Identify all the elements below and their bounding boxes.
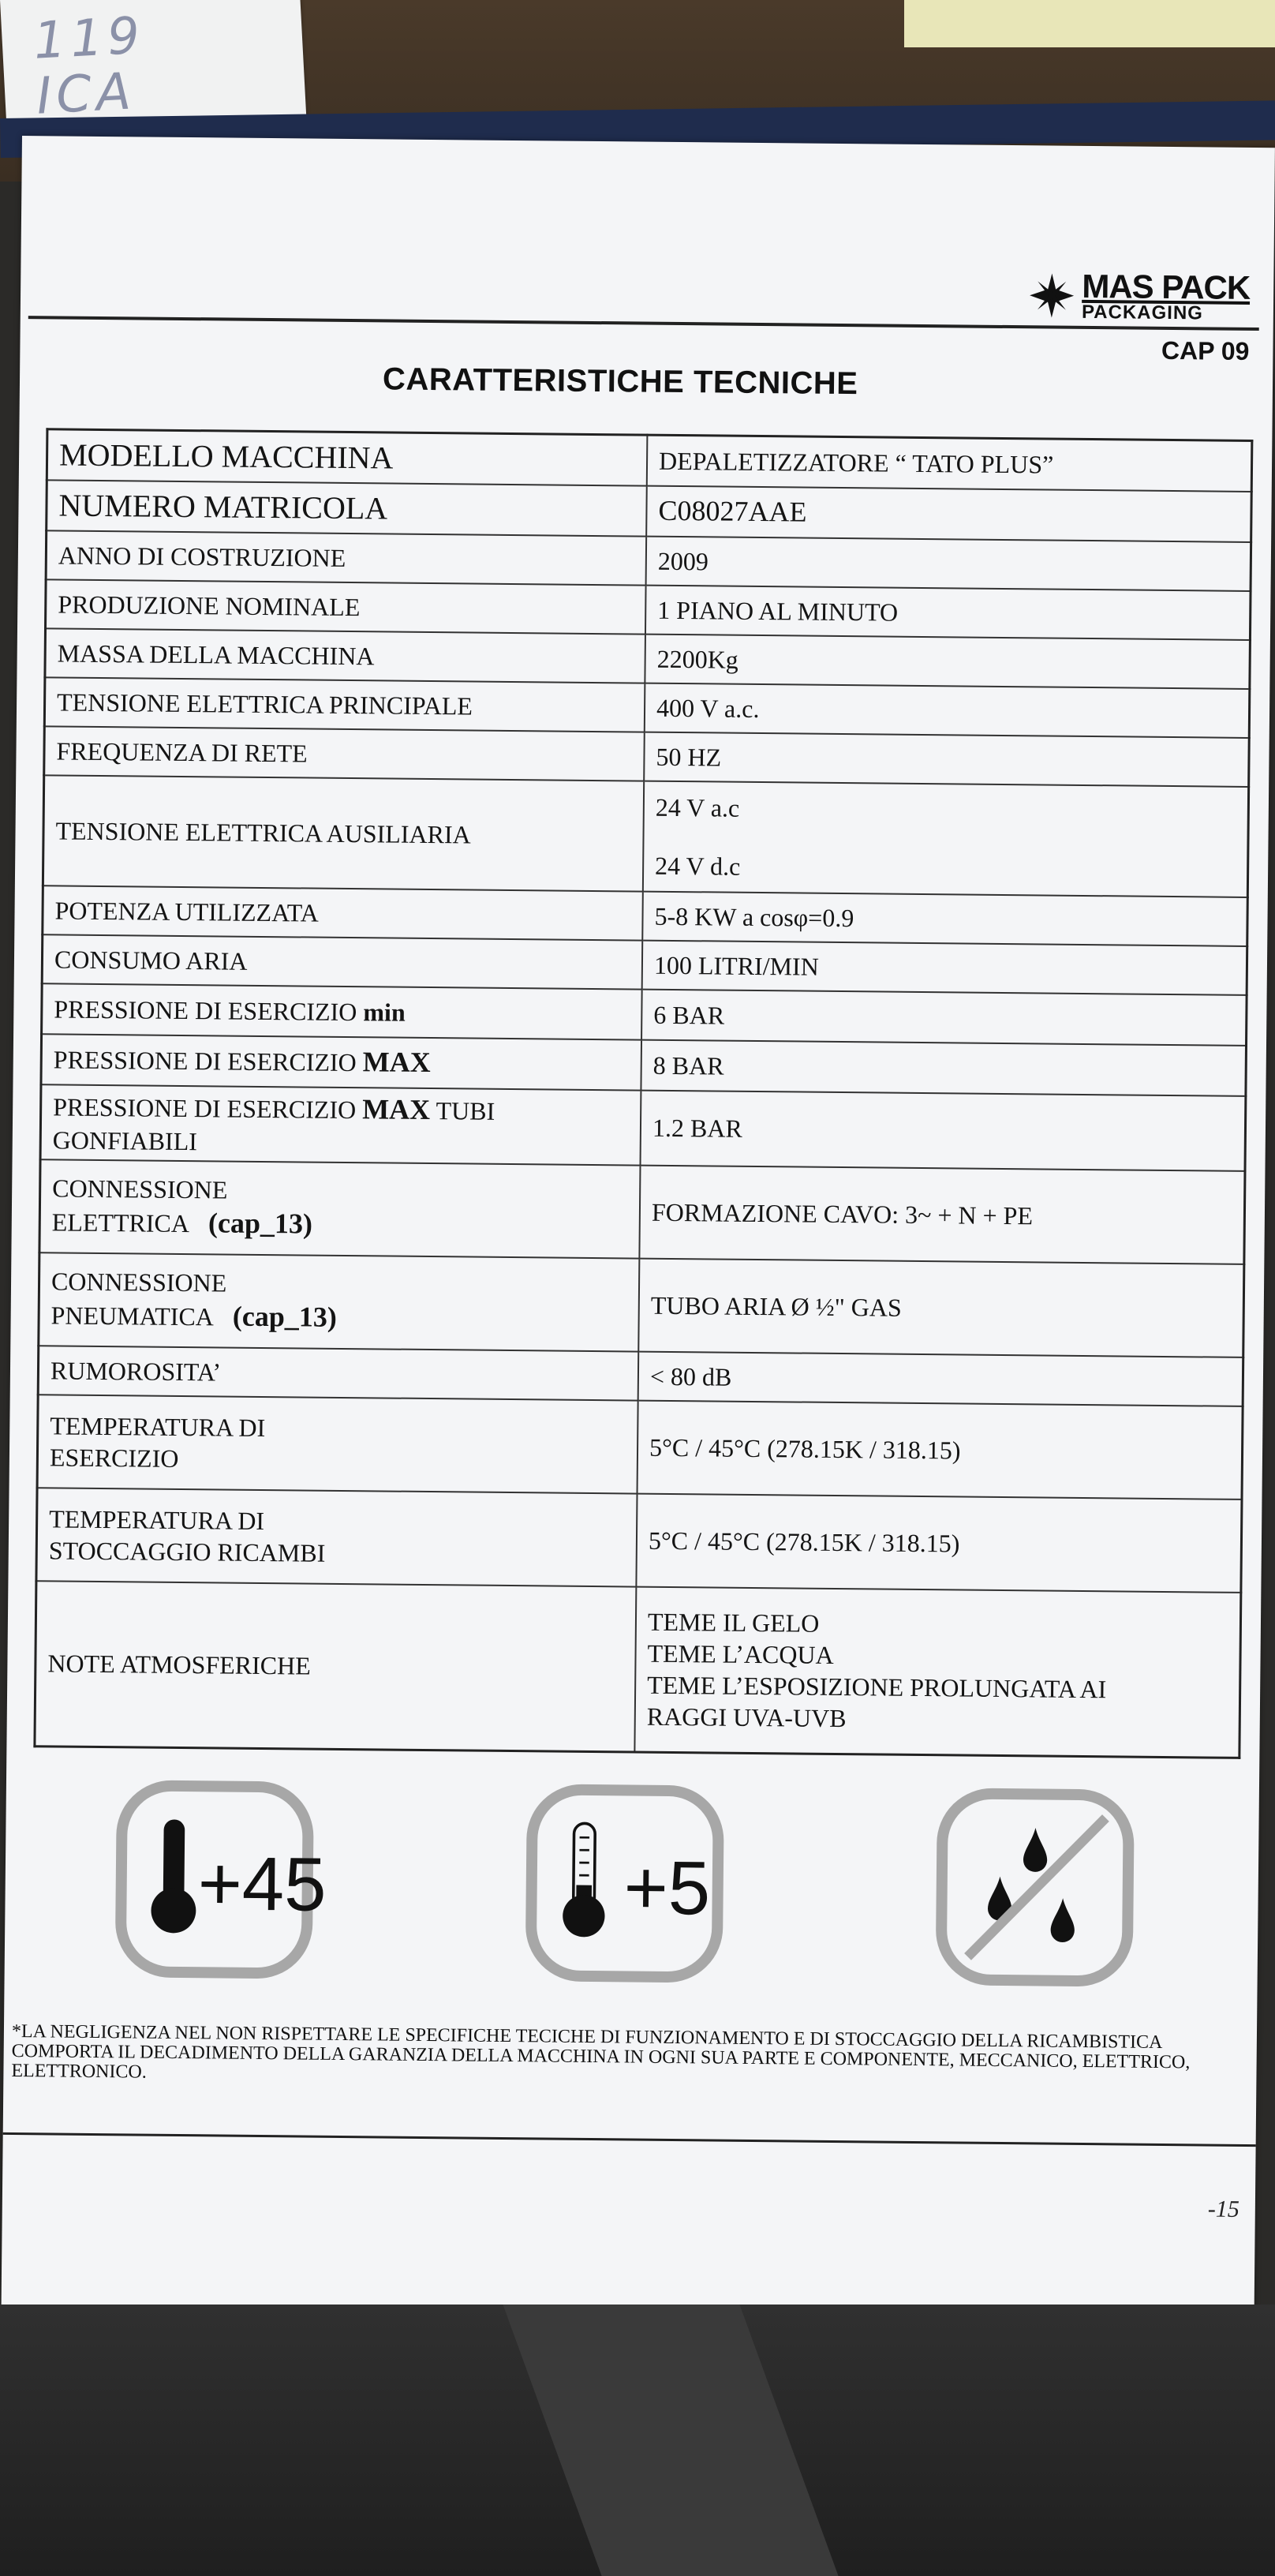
logo-main-text: MAS PACK (1082, 267, 1251, 306)
table-row (39, 1159, 1245, 1264)
spec-label: PRESSIONE DI ESERCIZIO min (42, 983, 642, 1039)
spec-value: 100 LITRI/MIN (642, 940, 1247, 994)
spec-label: RUMOROSITA’ (38, 1346, 638, 1400)
spec-label: ANNO DI COSTRUZIONE (46, 530, 646, 585)
spec-label: PRODUZIONE NOMINALE (46, 579, 646, 634)
page-title: CARATTERISTICHE TECNICHE (382, 361, 858, 402)
spec-label: TENSIONE ELETTRICA AUSILIARIA (43, 775, 644, 891)
spec-label: POTENZA UTILIZZATA (43, 886, 643, 940)
spec-label: FREQUENZA DI RETE (44, 726, 645, 781)
spec-label: MODELLO MACCHINA (47, 429, 647, 485)
logo-star-icon (1028, 271, 1076, 320)
spec-value: FORMAZIONE CAVO: 3~ + N + PE (639, 1165, 1245, 1264)
spec-value: 6 BAR (641, 989, 1247, 1045)
spec-label: CONSUMO ARIA (42, 934, 642, 989)
spec-label: CONNESSIONE ELETTRICA (cap_13) (39, 1159, 641, 1258)
table-row (35, 1581, 1241, 1758)
table-row (43, 775, 1248, 897)
spec-value: 1.2 BAR (641, 1090, 1246, 1170)
table-row (39, 1252, 1244, 1357)
yellow-paper-corner (904, 0, 1275, 47)
page-number: -15 (1207, 2196, 1240, 2222)
manual-page (2, 136, 1275, 2318)
no-water-icon (936, 1788, 1135, 1986)
footer-rule (3, 2132, 1256, 2147)
warranty-footnote: *LA NEGLIGENZA NEL NON RISPETTARE LE SPECIFICHE TECICHE DI FUNZIONAMENTO E DI STOCCAGGIO DELLA RICAMBISTICA COMPORTA IL DECADIMENTO DELLA GARANZIA DELLA MACCHINA IN OGNI SUA PARTE E COMPONENTE, MECCANICO, ELETTRICO, ELETTRONICO. (11, 2020, 1191, 2084)
thermometer-low-icon (525, 1784, 724, 1983)
spec-label: TENSIONE ELETTRICA PRINCIPALE (44, 677, 645, 732)
spec-value: C08027AAE (646, 485, 1251, 541)
table-row (40, 1084, 1246, 1171)
table-row (36, 1488, 1242, 1593)
chapter-label: CAP 09 (1161, 335, 1250, 365)
spec-label: MASSA DELLA MACCHINA (45, 628, 645, 683)
spec-label: NOTE ATMOSFERICHE (35, 1581, 636, 1752)
spec-label: NUMERO MATRICOLA (47, 480, 647, 536)
spec-value: < 80 dB (638, 1351, 1243, 1406)
max-temp-value: +45 (197, 1841, 327, 1927)
spec-value: TUBO ARIA Ø ½" GAS (638, 1258, 1244, 1357)
thermometer-high-icon (115, 1780, 327, 1979)
spec-value: 400 V a.c. (645, 683, 1250, 737)
handwritten-text: 119 ICA (32, 6, 146, 126)
spec-label: TEMPERATURA DI ESERCIZIO (37, 1395, 638, 1493)
spec-value: 2200Kg (645, 634, 1250, 688)
spec-value: TEME IL GELO TEME L’ACQUA TEME L’ESPOSIZIONE PROLUNGATA AI RAGGI UVA-UVB (634, 1586, 1240, 1758)
spec-value: 24 V a.c 24 V d.c (643, 781, 1249, 897)
specs-table (33, 428, 1253, 1759)
spec-value: 2009 (646, 536, 1251, 590)
spec-label: PRESSIONE DI ESERCIZIO MAX TUBI GONFIABILI (40, 1084, 641, 1165)
logo-sub-text: PACKAGING (1081, 301, 1204, 324)
spec-value: 50 HZ (644, 732, 1249, 786)
spec-value: 5-8 KW a cosφ=0.9 (642, 891, 1247, 945)
table-row (37, 1395, 1243, 1500)
spec-label: PRESSIONE DI ESERCIZIO MAX (41, 1034, 641, 1090)
spec-value: 8 BAR (641, 1039, 1246, 1095)
company-logo (1028, 264, 1251, 329)
spec-label: CONNESSIONE PNEUMATICA (cap_13) (39, 1252, 640, 1351)
spec-value: DEPALETIZZATORE “ TATO PLUS” (647, 435, 1252, 491)
spec-value: 5°C / 45°C (278.15K / 318.15) (638, 1400, 1243, 1499)
spec-value: 1 PIANO AL MINUTO (645, 585, 1251, 639)
warning-icons (4, 1779, 1259, 2004)
spec-value: 5°C / 45°C (278.15K / 318.15) (636, 1493, 1242, 1592)
min-temp-value: +5 (623, 1845, 711, 1931)
spec-label: TEMPERATURA DI STOCCAGGIO RICAMBI (36, 1488, 638, 1586)
